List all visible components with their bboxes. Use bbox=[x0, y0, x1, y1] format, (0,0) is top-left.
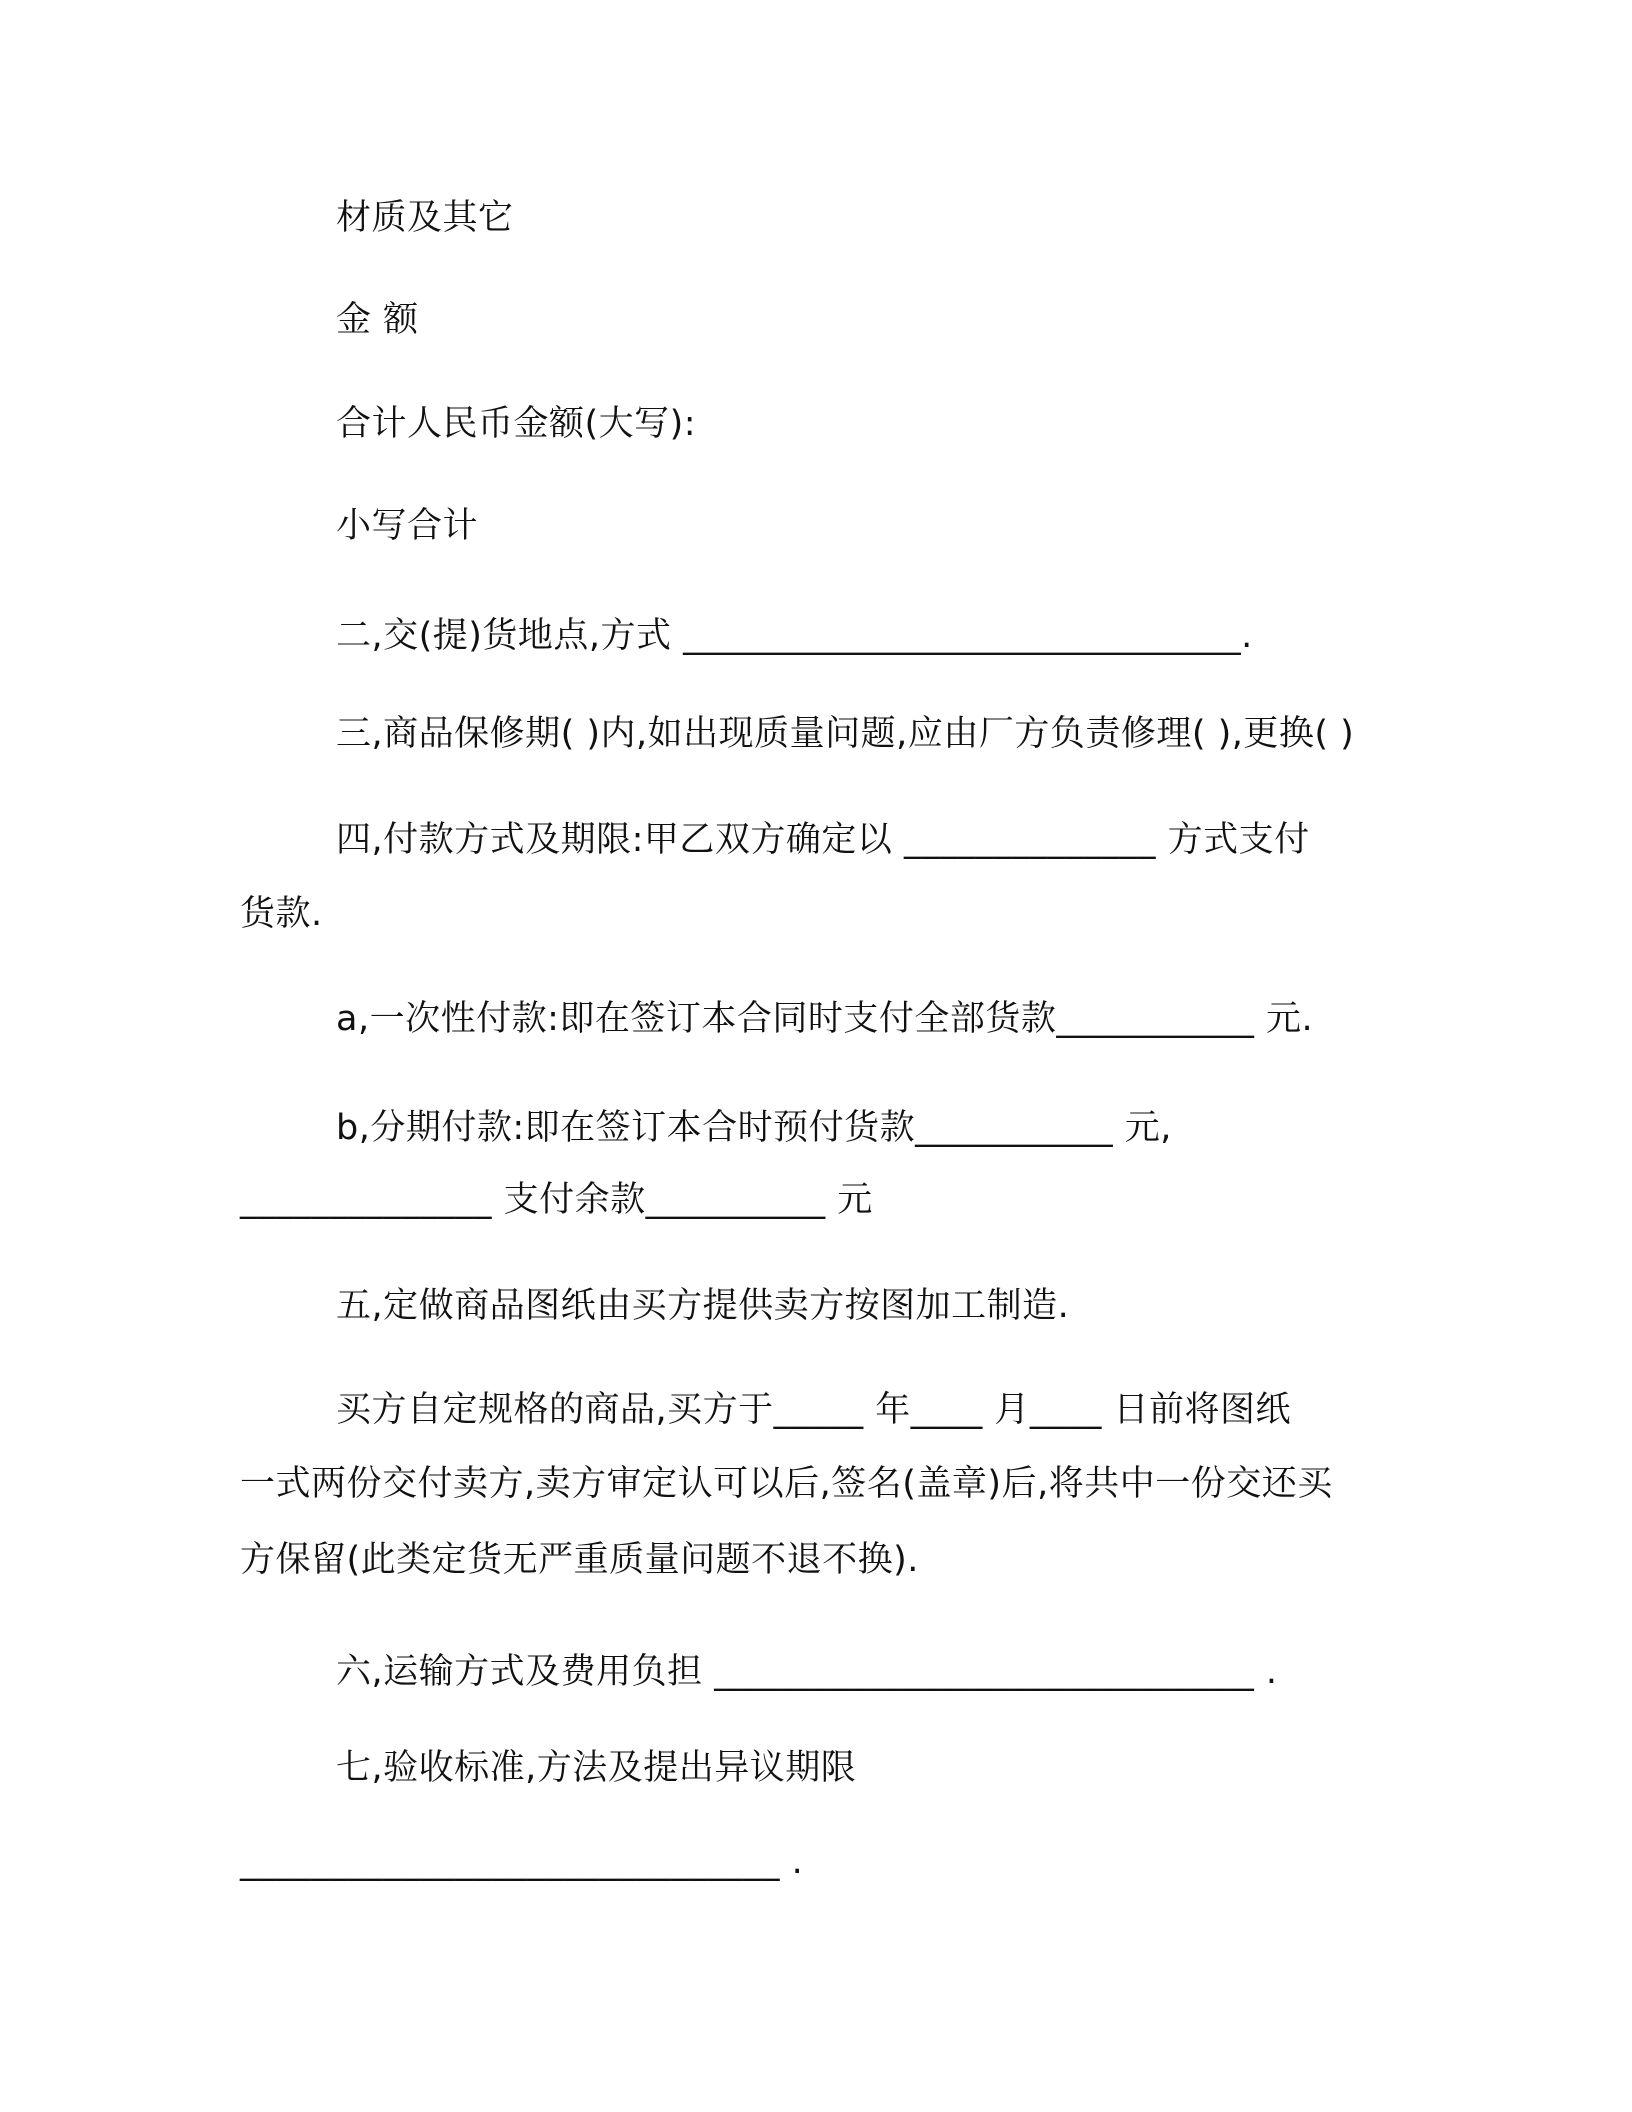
clause-2-delivery: 二,交(提)货地点,方式 _______________________________. bbox=[336, 616, 1253, 656]
clause-7-acceptance-blank: ______________________________ . bbox=[240, 1842, 804, 1882]
clause-5-custom-spec-cont1: 一式两份交付卖方,卖方审定认可以后,签名(盖章)后,将共中一份交还买 bbox=[240, 1464, 1333, 1504]
text-line-amount: 金 额 bbox=[336, 300, 419, 340]
payment-option-b: b,分期付款:即在签订本合时预付货款___________ 元, bbox=[336, 1108, 1172, 1148]
clause-4-payment: 四,付款方式及期限:甲乙双方确定以 ______________ 方式支付 bbox=[336, 820, 1310, 860]
clause-7-acceptance: 七,验收标准,方法及提出异议期限 bbox=[336, 1748, 857, 1788]
text-line-total-capital: 合计人民币金额(大写): bbox=[336, 404, 697, 444]
clause-6-transport: 六,运输方式及费用负担 ______________________________ . bbox=[336, 1652, 1278, 1692]
clause-5-custom-spec-cont2: 方保留(此类定货无严重质量问题不退不换). bbox=[240, 1540, 919, 1580]
clause-4-payment-cont: 货款. bbox=[240, 894, 323, 934]
clause-3-warranty: 三,商品保修期( )内,如出现质量问题,应由厂方负责修理( ),更换( ) bbox=[336, 714, 1355, 754]
text-line-total-lower: 小写合计 bbox=[336, 506, 479, 546]
payment-option-a: a,一次性付款:即在签订本合同时支付全部货款___________ 元. bbox=[336, 999, 1314, 1039]
text-line-material: 材质及其它 bbox=[336, 198, 514, 238]
clause-5-custom-spec: 买方自定规格的商品,买方于_____ 年____ 月____ 日前将图纸 bbox=[336, 1390, 1292, 1430]
clause-5-drawings: 五,定做商品图纸由买方提供卖方按图加工制造. bbox=[336, 1286, 1070, 1326]
payment-option-b-cont: ______________ 支付余款__________ 元 bbox=[240, 1180, 873, 1220]
